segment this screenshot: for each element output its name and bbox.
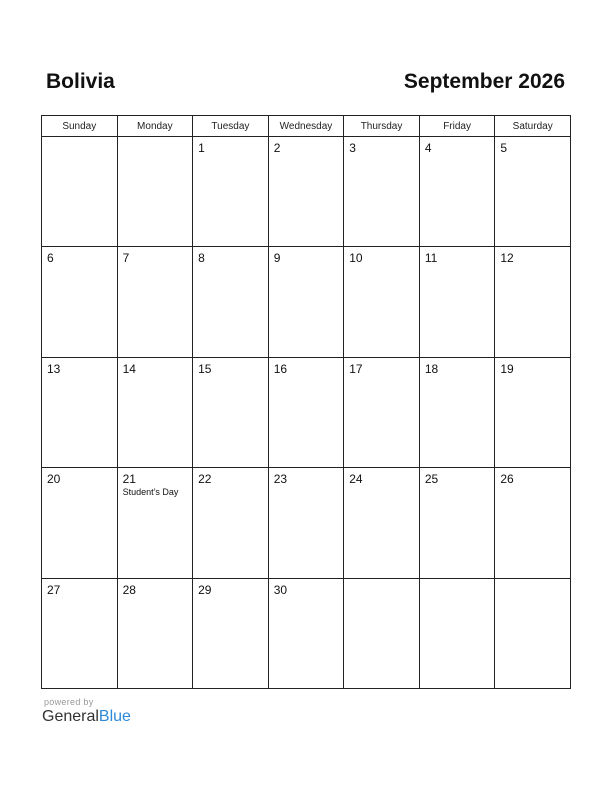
week-row xyxy=(42,578,571,688)
weekday-monday: Monday xyxy=(117,116,193,137)
day-cell xyxy=(495,357,571,467)
day-number: 10 xyxy=(349,251,363,266)
day-number: 13 xyxy=(47,361,61,376)
week-row xyxy=(42,247,571,357)
day-cell xyxy=(419,137,495,247)
day-number: 24 xyxy=(349,472,363,487)
day-cell xyxy=(344,468,420,578)
weekday-friday: Friday xyxy=(419,116,495,137)
day-number: 4 xyxy=(424,141,432,155)
day-cell xyxy=(344,357,420,467)
day-cell xyxy=(193,468,269,578)
powered-by-text: powered by xyxy=(44,697,94,707)
weekday-sunday: Sunday xyxy=(42,116,118,137)
day-number: 25 xyxy=(424,472,439,487)
day-number: 20 xyxy=(47,472,61,487)
day-number: 9 xyxy=(273,251,281,266)
day-cell xyxy=(42,357,118,467)
day-cell xyxy=(42,578,118,688)
day-number xyxy=(344,579,419,583)
weekday-tuesday: Tuesday xyxy=(193,116,269,137)
day-cell xyxy=(117,468,193,578)
calendar-grid xyxy=(41,115,571,689)
day-number: 11 xyxy=(424,251,438,266)
day-number: 7 xyxy=(122,251,130,266)
day-cell xyxy=(117,357,193,467)
day-number: 15 xyxy=(198,361,212,376)
day-cell xyxy=(268,247,344,357)
day-number: 22 xyxy=(198,472,212,487)
day-number xyxy=(420,579,495,583)
day-cell xyxy=(42,137,118,247)
weekday-thursday: Thursday xyxy=(344,116,420,137)
day-cell xyxy=(495,578,571,688)
weekday-saturday: Saturday xyxy=(495,116,571,137)
country-title: Bolivia xyxy=(46,70,115,93)
day-number: 17 xyxy=(349,361,363,376)
brand-general: General xyxy=(42,708,99,725)
weekday-header-row xyxy=(42,116,571,137)
day-cell xyxy=(419,247,495,357)
generalblue-logo[interactable] xyxy=(42,708,131,726)
day-number: 26 xyxy=(500,472,514,487)
day-cell xyxy=(268,357,344,467)
day-number xyxy=(495,579,570,583)
day-cell xyxy=(419,578,495,688)
day-number: 23 xyxy=(273,472,288,487)
day-number: 16 xyxy=(273,361,288,376)
month-year-title: September 2026 xyxy=(403,70,565,93)
day-cell xyxy=(117,578,193,688)
brand-blue: Blue xyxy=(98,708,131,725)
day-number: 5 xyxy=(500,141,508,155)
day-cell xyxy=(117,247,193,357)
day-number: 6 xyxy=(47,251,54,266)
day-cell xyxy=(42,468,118,578)
day-cell xyxy=(193,578,269,688)
day-cell xyxy=(193,357,269,467)
day-number: 19 xyxy=(500,361,514,376)
day-number: 14 xyxy=(122,361,136,376)
day-number: 2 xyxy=(273,141,281,155)
day-cell xyxy=(193,137,269,247)
day-number: 1 xyxy=(198,141,205,155)
day-cell xyxy=(268,137,344,247)
day-cell xyxy=(419,357,495,467)
day-cell xyxy=(344,578,420,688)
day-number: 29 xyxy=(198,582,212,597)
weekday-wednesday: Wednesday xyxy=(268,116,344,137)
day-cell xyxy=(268,578,344,688)
day-cell xyxy=(419,468,495,578)
week-row xyxy=(42,137,571,247)
day-number xyxy=(118,137,193,141)
day-cell xyxy=(495,468,571,578)
week-row xyxy=(42,468,571,578)
day-number: 30 xyxy=(273,582,288,597)
day-cell xyxy=(268,468,344,578)
day-number: 28 xyxy=(122,582,136,597)
day-cell xyxy=(495,247,571,357)
day-cell xyxy=(344,137,420,247)
day-number xyxy=(42,137,117,141)
day-cell xyxy=(495,137,571,247)
day-number: 21 xyxy=(122,472,136,487)
day-number: 27 xyxy=(47,582,61,597)
day-cell xyxy=(117,137,193,247)
day-number: 8 xyxy=(198,251,205,266)
week-row xyxy=(42,357,571,467)
day-cell xyxy=(344,247,420,357)
day-cell xyxy=(42,247,118,357)
day-number: 3 xyxy=(349,141,356,155)
holiday-label: Student’s Day xyxy=(122,487,179,498)
day-number: 18 xyxy=(424,361,439,376)
day-cell xyxy=(193,247,269,357)
day-number: 12 xyxy=(500,251,514,266)
